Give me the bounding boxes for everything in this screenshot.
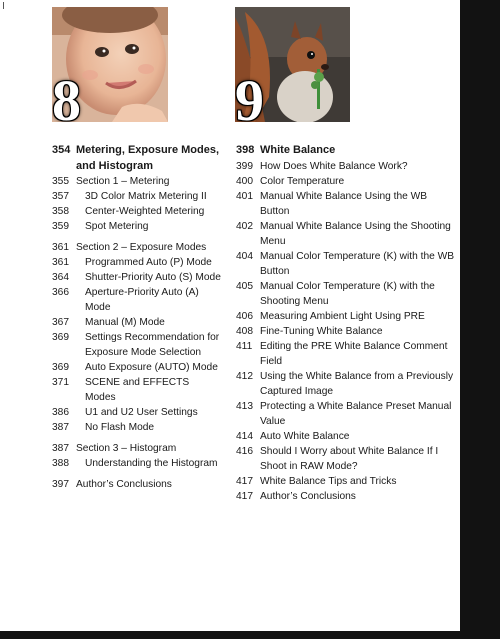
toc-page-number: 386 (52, 407, 69, 418)
toc-entry[interactable] (52, 375, 222, 405)
toc-page-number: 414 (236, 430, 253, 442)
toc-page-number: 387 (52, 422, 69, 433)
toc-entry[interactable] (236, 249, 458, 279)
toc-entry[interactable] (52, 315, 222, 330)
toc-page-number: 358 (52, 206, 69, 217)
toc-entry-title: Metering, Exposure Modes, and Histogram (76, 144, 220, 172)
toc-entry[interactable] (52, 441, 222, 456)
toc-entry[interactable] (236, 159, 458, 174)
toc-entry-title: Section 3 – Histogram (76, 443, 177, 454)
toc-entry-title: SCENE and EFFECTS Modes (85, 377, 190, 403)
chapter-title-entry[interactable] (236, 143, 458, 159)
toc-entry-title: Programmed Auto (P) Mode (85, 257, 212, 268)
toc-entry-title: White Balance (260, 144, 336, 156)
toc-page-number: 361 (52, 242, 69, 253)
toc-page-number: 413 (236, 400, 253, 412)
toc-entry-title: Settings Recommendation for Exposure Mode Selection (85, 332, 220, 358)
toc-entry[interactable] (52, 255, 222, 270)
toc-entry-title: Auto Exposure (AUTO) Mode (85, 362, 218, 373)
toc-entry-title: Color Temperature (260, 175, 345, 187)
chapter-8-toc (52, 143, 222, 492)
toc-entry[interactable] (236, 339, 458, 369)
toc-entry-title: Measuring Ambient Light Using PRE (260, 310, 425, 322)
toc-page-number: 388 (52, 458, 69, 469)
toc-page-number: 402 (236, 220, 253, 232)
toc-entry[interactable] (236, 474, 458, 489)
toc-entry[interactable] (52, 285, 222, 315)
toc-entry-title: Auto White Balance (260, 430, 350, 442)
toc-entry[interactable] (236, 279, 458, 309)
toc-page-number: 359 (52, 221, 69, 232)
toc-page-number: 355 (52, 176, 69, 187)
toc-page-number: 367 (52, 317, 69, 328)
chapter-number: 8 (52, 68, 81, 122)
toc-page-number: 400 (236, 175, 253, 187)
toc-page-number: 369 (52, 332, 69, 343)
toc-page-number: 406 (236, 310, 253, 322)
toc-page-number: 357 (52, 191, 69, 202)
toc-entry[interactable] (52, 270, 222, 285)
toc-page-number: 361 (52, 257, 69, 268)
chapter-8-image (52, 7, 168, 122)
toc-entry-title: Understanding the Histogram (85, 458, 218, 469)
toc-entry-title: Manual White Balance Using the Shooting Menu (260, 220, 451, 247)
toc-page-number: 408 (236, 325, 253, 337)
toc-entry-title: Shutter-Priority Auto (S) Mode (85, 272, 221, 283)
toc-page-number: 417 (236, 475, 253, 487)
toc-entry-title: No Flash Mode (85, 422, 155, 433)
toc-entry-title: Using the White Balance from a Previously Captured Image (260, 370, 454, 397)
toc-page-number: 404 (236, 250, 253, 262)
chapter-9-image (235, 7, 350, 122)
toc-page-number: 399 (236, 160, 253, 172)
toc-entry-title: Author’s Conclusions (76, 479, 172, 490)
corner-mark (3, 2, 4, 9)
toc-entry-title: Editing the PRE White Balance Comment Field (260, 340, 448, 367)
toc-page-number: 366 (52, 287, 69, 298)
chapter-title-entry[interactable] (52, 143, 222, 174)
toc-entry[interactable] (236, 399, 458, 429)
toc-entry[interactable] (236, 174, 458, 189)
toc-entry-title: 3D Color Matrix Metering II (85, 191, 207, 202)
chapter-number: 9 (235, 68, 264, 122)
toc-entry-title: U1 and U2 User Settings (85, 407, 198, 418)
toc-entry[interactable] (236, 189, 458, 219)
toc-entry[interactable] (236, 324, 458, 339)
toc-entry-title: Author’s Conclusions (260, 490, 356, 502)
toc-entry-title: Manual Color Temperature (K) with the Shooting Menu (260, 280, 435, 307)
toc-entry[interactable] (52, 477, 222, 492)
toc-page-number: 371 (52, 377, 69, 388)
toc-page-number: 369 (52, 362, 69, 373)
toc-entry[interactable] (52, 405, 222, 420)
toc-entry[interactable] (52, 456, 222, 471)
toc-entry[interactable] (236, 429, 458, 444)
toc-entry[interactable] (52, 204, 222, 219)
toc-page-number: 364 (52, 272, 69, 283)
toc-entry-title: Section 1 – Metering (76, 176, 170, 187)
toc-entry-title: Manual Color Temperature (K) with the WB Button (260, 250, 455, 277)
toc-entry[interactable] (236, 309, 458, 324)
toc-entry[interactable] (52, 174, 222, 189)
toc-entry[interactable] (236, 489, 458, 504)
toc-entry-title: Should I Worry about White Balance If I Shoot in RAW Mode? (260, 445, 439, 472)
toc-entry[interactable] (52, 189, 222, 204)
toc-page-number: 412 (236, 370, 253, 382)
toc-page-number: 398 (236, 144, 255, 156)
toc-entry-title: Manual (M) Mode (85, 317, 165, 328)
toc-entry-title: Manual White Balance Using the WB Button (260, 190, 428, 217)
toc-entry[interactable] (52, 420, 222, 435)
toc-entry-title: How Does White Balance Work? (260, 160, 408, 172)
toc-entry[interactable] (52, 219, 222, 234)
toc-entry[interactable] (52, 240, 222, 255)
chapter-9-toc (236, 143, 458, 504)
scan-edge-right (460, 0, 500, 639)
toc-entry-title: Aperture-Priority Auto (A) Mode (85, 287, 199, 313)
toc-page-number: 411 (236, 340, 253, 352)
toc-page-number: 417 (236, 490, 253, 502)
toc-entry[interactable] (236, 219, 458, 249)
toc-entry[interactable] (52, 360, 222, 375)
toc-entry[interactable] (236, 444, 458, 474)
toc-page-number: 387 (52, 443, 69, 454)
toc-page-number: 397 (52, 479, 69, 490)
toc-entry-title: Center-Weighted Metering (85, 206, 205, 217)
toc-entry-title: White Balance Tips and Tricks (260, 475, 397, 487)
toc-entry-title: Protecting a White Balance Preset Manual Value (260, 400, 452, 427)
toc-page-number: 405 (236, 280, 253, 292)
toc-entry[interactable] (52, 330, 222, 360)
scan-edge-bottom (0, 631, 500, 639)
toc-entry-title: Spot Metering (85, 221, 149, 232)
toc-page-number: 401 (236, 190, 253, 202)
toc-entry-title: Section 2 – Exposure Modes (76, 242, 207, 253)
toc-page-number: 354 (52, 144, 71, 156)
toc-page-number: 416 (236, 445, 253, 457)
toc-entry[interactable] (236, 369, 458, 399)
toc-entry-title: Fine-Tuning White Balance (260, 325, 383, 337)
